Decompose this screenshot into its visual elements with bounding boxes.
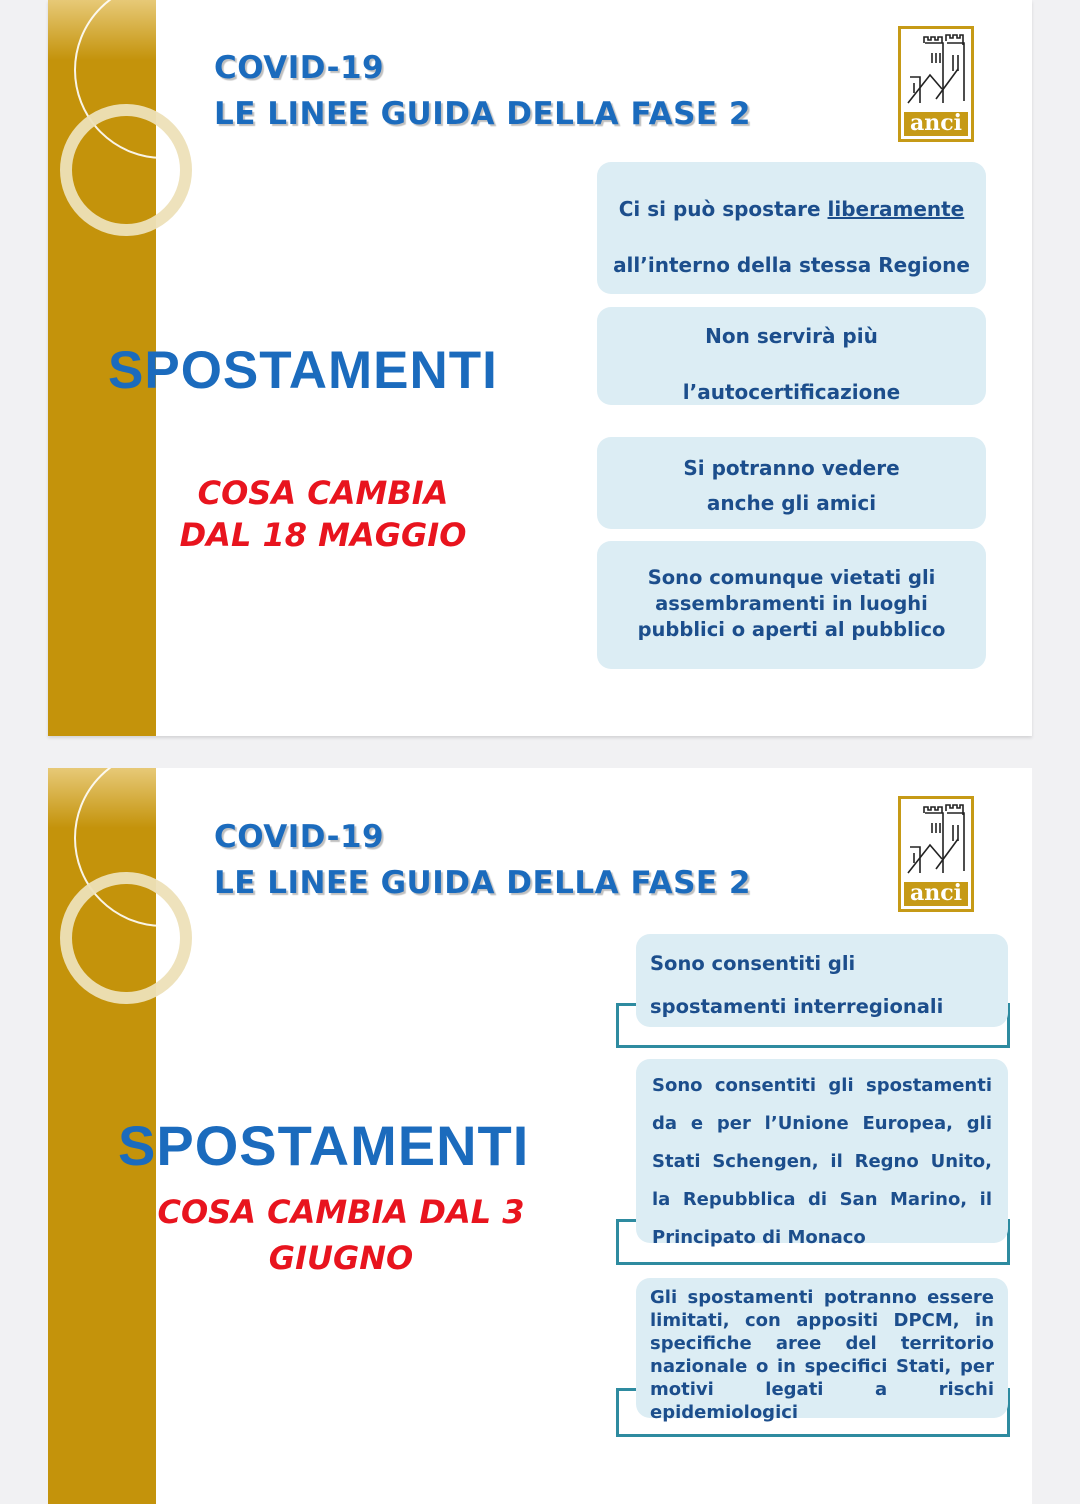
box-text-line-2: all’interno della stessa Regione (613, 253, 970, 277)
info-box-eu-travel (636, 1059, 1008, 1248)
underlined-word: liberamente (827, 197, 965, 221)
box-text-line-2: l’autocertificazione (682, 380, 901, 404)
logo-wordmark: anci (904, 882, 968, 906)
title-line-2: LE LINEE GUIDA DELLA FASE 2 (214, 865, 751, 901)
anci-logo (898, 796, 974, 912)
box-text-line-1: Non servirà più (705, 324, 878, 348)
gold-band-highlight (48, 0, 156, 60)
info-box-self-certification (597, 307, 986, 405)
info-box-limitations (636, 1278, 1008, 1423)
slide-title (214, 45, 751, 137)
subtitle-line-2: DAL 18 MAGGIO (179, 516, 467, 554)
info-box-free-movement (597, 162, 986, 294)
subtitle-line-1: COSA CAMBIA DAL 3 (157, 1193, 525, 1231)
info-box-gatherings (597, 541, 986, 669)
slide-2 (48, 768, 1032, 1504)
info-box-interregional (636, 934, 1008, 1027)
castle-icon (906, 33, 968, 113)
gold-band-highlight (48, 768, 156, 828)
box-text: Gli spostamenti potranno essere limitati, con appositi DPCM, in specifiche aree del territorio nazionale o in specifici Stati, per motivi legati a rischi epidemiologici (650, 1287, 994, 1423)
title-line-1: COVID-19 (214, 819, 385, 855)
box-text-line-2: spostamenti interregionali (650, 995, 944, 1018)
title-line-1: COVID-19 (214, 50, 385, 86)
box-text-line-1: Sono comunque vietati gli (647, 566, 936, 589)
logo-wordmark: anci (904, 112, 968, 136)
box-text-pre: Ci si può spostare (618, 197, 828, 221)
box-text-line-1: Si potranno vedere (683, 456, 900, 480)
box-text-line-3: pubblici o aperti al pubblico (637, 618, 946, 641)
box-text-line-2: anche gli amici (706, 491, 877, 515)
subtitle-line-1: COSA CAMBIA (197, 474, 449, 512)
section-heading: SPOSTAMENTI (118, 1114, 530, 1177)
box-text-line-2: assembramenti in luoghi (655, 592, 928, 615)
slide-title (214, 814, 751, 906)
castle-icon (906, 803, 968, 883)
box-text: Sono consentiti gli spostamenti da e per l’Unione Europea, gli Stati Schengen, il Regno Unito, la Repubblica di San Marino, il Principato di Monaco (652, 1075, 992, 1248)
title-line-2: LE LINEE GUIDA DELLA FASE 2 (214, 96, 751, 132)
box-text-line-1: Sono consentiti gli (650, 952, 856, 975)
anci-logo (898, 26, 974, 142)
subtitle-line-2: GIUGNO (268, 1239, 414, 1277)
info-box-friends (597, 437, 986, 529)
section-subtitle (158, 472, 488, 556)
section-heading: SPOSTAMENTI (108, 341, 498, 400)
section-subtitle (146, 1189, 536, 1281)
slide-1 (48, 0, 1032, 736)
